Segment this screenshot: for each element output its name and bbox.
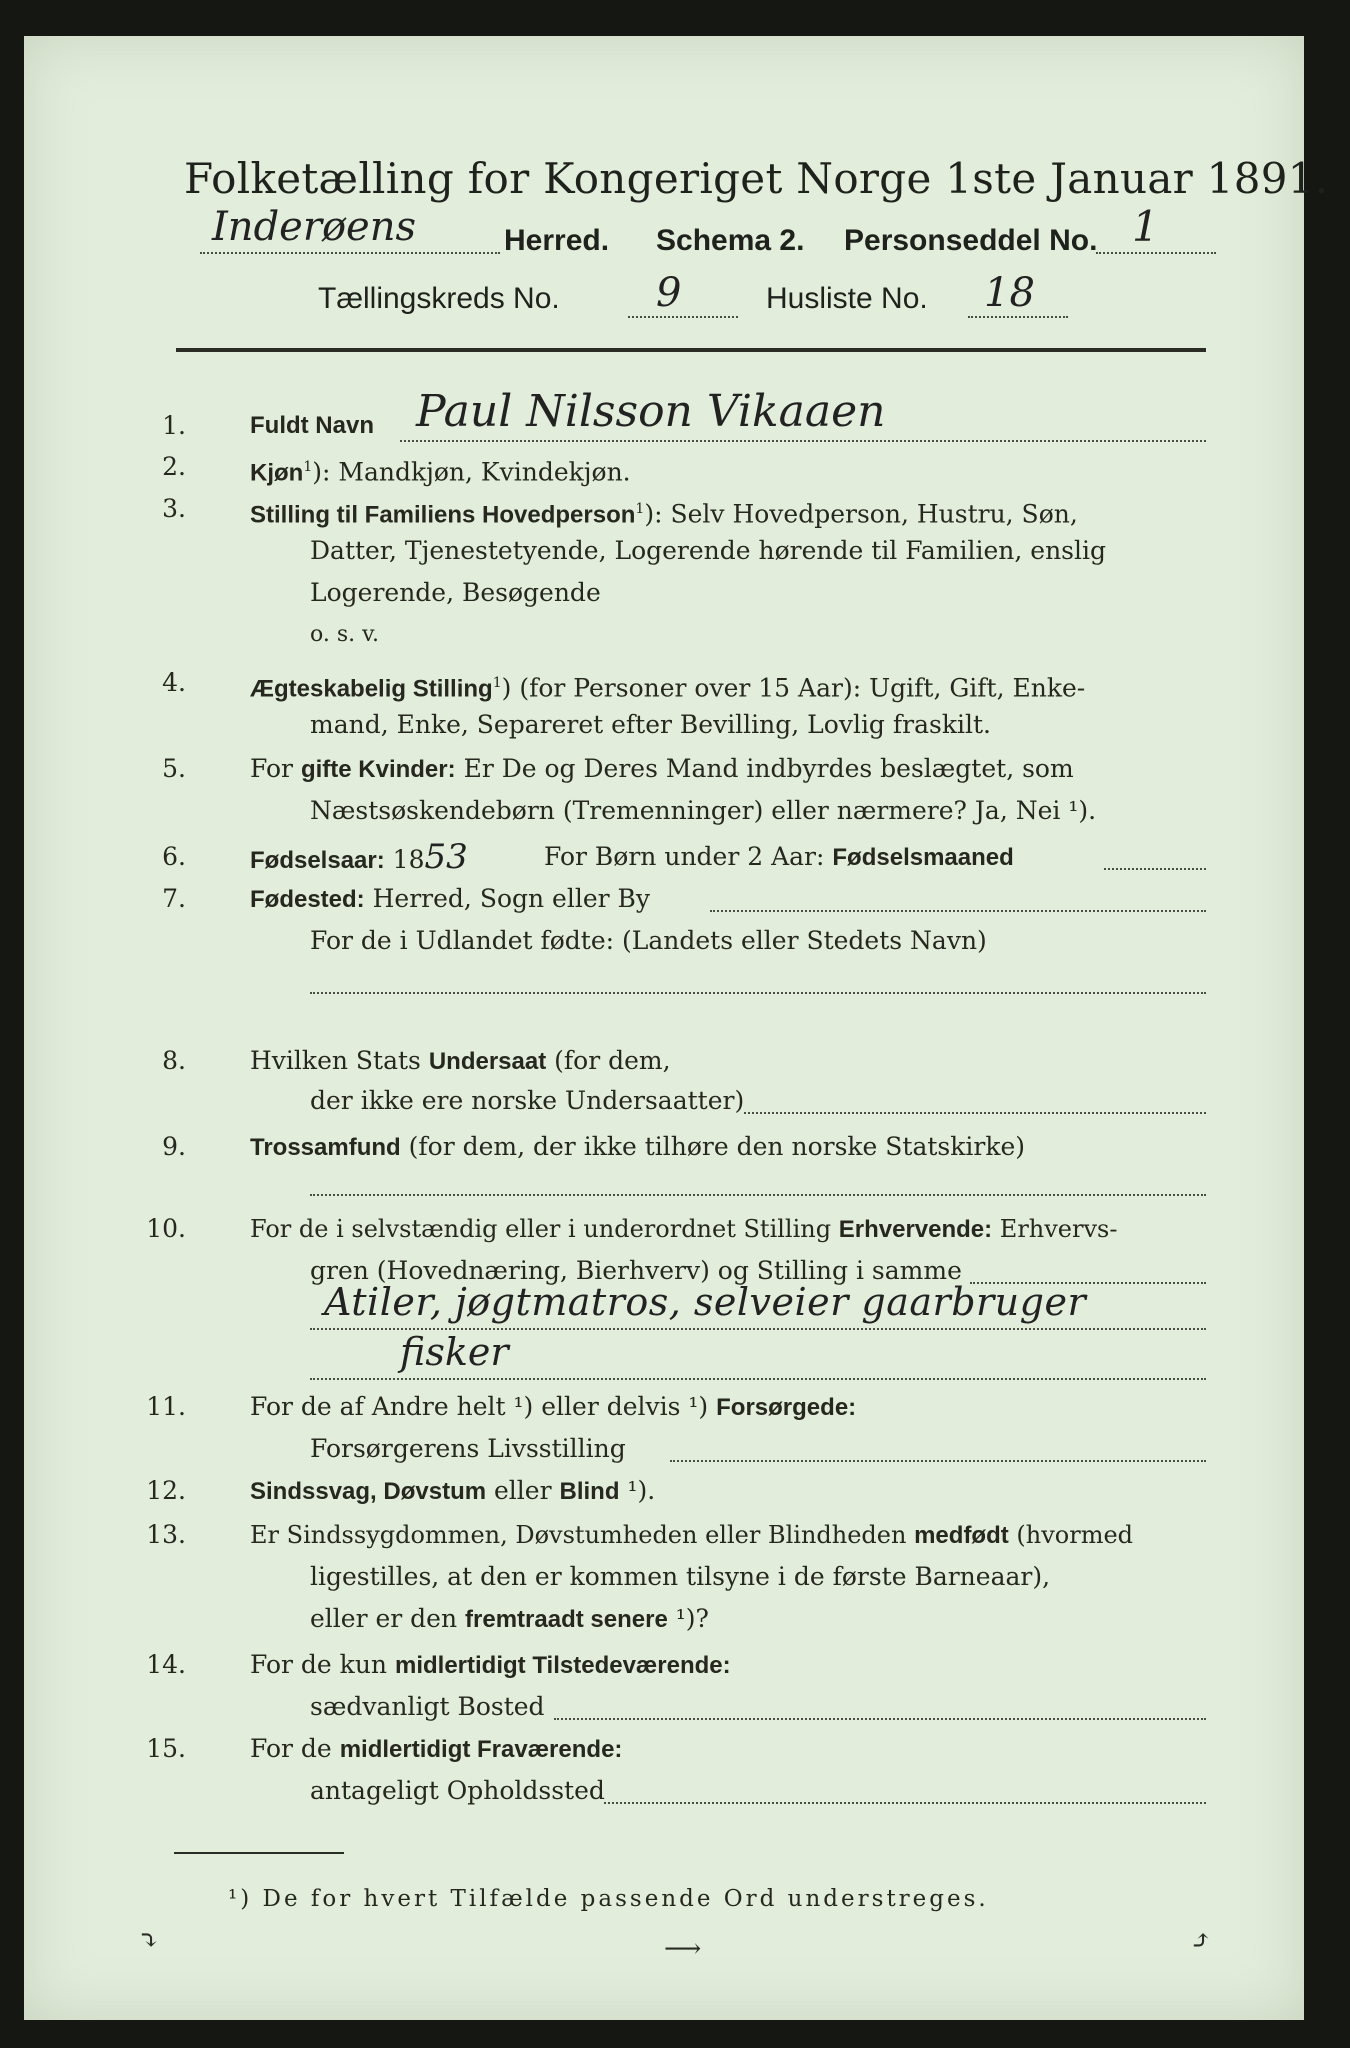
- item-pre: For de kun: [250, 1650, 388, 1679]
- name-field: [400, 386, 1206, 442]
- form-title: Folketælling for Kongeriget Norge 1ste Januar 1891.: [184, 154, 1329, 203]
- item-label: Ægteskabelig Stilling: [250, 675, 493, 703]
- item-number: 3.: [162, 494, 186, 523]
- item-row: [250, 1132, 1025, 1163]
- item-text: eller: [494, 1476, 552, 1505]
- item-label: Sindssvag, Døvstum: [250, 1478, 487, 1505]
- item-number: 4.: [162, 668, 186, 697]
- item-line: Næstsøskendebørn (Tremenninger) eller nærmere? Ja, Nei ¹).: [310, 796, 1097, 825]
- occupation-handwritten: Atiler, jøgtmatros, selveier gaarbruger: [324, 1280, 1087, 1324]
- item-row: Ægteskabelig Stilling$^1$) (for Personer over 15 Aar): Ugift, Gift, Enke-: [250, 673, 1086, 703]
- item-number: 5.: [162, 754, 186, 783]
- item-row: [250, 1734, 622, 1765]
- item-line: Datter, Tjenestetyende, Logerende hørende til Familien, enslig: [310, 536, 1107, 565]
- kreds-label: Tællingskreds No.: [318, 282, 560, 315]
- item-row: Stilling til Familiens Hovedperson$^1$): Selv Hovedperson, Hustru, Søn,: [250, 499, 1078, 529]
- item-label: Forsørgede:: [716, 1394, 857, 1421]
- item-label: Fuldt Navn: [250, 412, 374, 439]
- item-row: [250, 884, 650, 915]
- item-label: medfødt: [914, 1522, 1009, 1549]
- schema-label: Schema 2.: [656, 224, 805, 257]
- footnote-rule: [174, 1852, 344, 1854]
- item-line: eller er den: [310, 1604, 458, 1633]
- occupation-handwritten-2: fisker: [400, 1330, 509, 1374]
- item-row: [250, 1392, 856, 1423]
- item-text: 18: [392, 845, 425, 874]
- item-pre: For de af Andre helt ¹) eller delvis ¹): [250, 1392, 709, 1421]
- item-line: ligestilles, at den er kommen tilsyne i de første Barneaar),: [310, 1562, 1051, 1591]
- husliste-field: [968, 270, 1068, 318]
- item-line: mand, Enke, Separeret efter Bevilling, Lovlig fraskilt.: [310, 710, 991, 739]
- item-number: 12.: [146, 1476, 186, 1505]
- husliste-label: Husliste No.: [766, 282, 928, 315]
- item-label: midlertidigt Fraværende:: [339, 1736, 623, 1763]
- corner-mark-left: ⤵: [138, 1926, 160, 1956]
- birthyear-handwritten: 53: [424, 837, 468, 877]
- item-label: Fødselsmaaned: [832, 844, 1014, 871]
- item-text: Er De og Deres Mand indbyrdes beslægtet, som: [463, 754, 1074, 783]
- personseddel-field: [1096, 202, 1216, 254]
- herred-label: Herred.: [504, 224, 610, 257]
- footnote: ¹) De for hvert Tilfælde passende Ord understreges.: [228, 1886, 989, 1912]
- item-number: 7.: [162, 884, 186, 913]
- item-row: [310, 1604, 709, 1635]
- name-handwritten: Paul Nilsson Vikaaen: [416, 386, 886, 437]
- item-line: o. s. v.: [310, 622, 379, 647]
- item-line: For de i Udlandet fødte: (Landets eller Stedets Navn): [310, 926, 987, 955]
- item-line: Logerende, Besøgende: [310, 578, 601, 607]
- kreds-number: 9: [656, 270, 682, 316]
- item-text: ): Mandkjøn, Kvindekjøn.: [312, 457, 631, 487]
- item-label: Erhvervende:: [838, 1216, 993, 1243]
- item-row: [250, 1650, 731, 1681]
- item-row: [250, 754, 1074, 785]
- herred-field: [200, 204, 500, 254]
- item-label: Kjøn: [250, 459, 304, 487]
- item-number: 14.: [146, 1650, 186, 1679]
- item-row: [250, 1520, 1133, 1551]
- bosted-field: [554, 1716, 1206, 1720]
- item-label: Stilling til Familiens Hovedperson: [250, 501, 636, 529]
- item-row: [250, 1046, 671, 1077]
- item-label: Blind: [559, 1478, 620, 1505]
- item-number: 6.: [162, 842, 186, 871]
- herred-handwritten: Inderøens: [212, 204, 417, 250]
- item-row: [250, 1214, 1117, 1245]
- item-pre: Hvilken Stats: [250, 1046, 421, 1075]
- item-label: Undersaat: [428, 1048, 547, 1075]
- udlandet-field: [310, 990, 1206, 994]
- item-row: [250, 837, 468, 877]
- item-number: 9.: [162, 1132, 186, 1161]
- forsorger-field: [670, 1458, 1206, 1462]
- item-label: midlertidigt Tilstedeværende:: [394, 1652, 731, 1679]
- kreds-field: [628, 270, 738, 318]
- item-pre: For de: [250, 1734, 332, 1763]
- item-label: fremtraadt senere: [465, 1606, 668, 1633]
- item-row: [250, 1476, 655, 1507]
- item-pre: Er Sindssygdommen, Døvstumheden eller Blindheden: [250, 1521, 907, 1549]
- item-text: ) (for Personer over 15 Aar): Ugift, Gift, Enke-: [501, 673, 1086, 703]
- item-line: sædvanligt Bosted: [310, 1692, 545, 1721]
- item-text: Herred, Sogn eller By: [372, 884, 651, 913]
- item-text: Erhvervs-: [999, 1215, 1118, 1243]
- item-text: (for dem, der ikke tilhøre den norske Statskirke): [408, 1132, 1026, 1161]
- item-text: ): Selv Hovedperson, Hustru, Søn,: [644, 499, 1078, 529]
- undersaat-field: [744, 1110, 1206, 1114]
- opholdssted-field: [604, 1800, 1206, 1804]
- corner-mark-center: ⟶: [664, 1934, 702, 1964]
- item-text: For Børn under 2 Aar:: [544, 842, 825, 871]
- corner-mark-right: ⤴: [1190, 1926, 1212, 1956]
- item-pre: For de i selvstændig eller i underordnet Stilling: [250, 1215, 832, 1243]
- item-text: (for dem,: [554, 1046, 671, 1075]
- item-number: 13.: [146, 1520, 186, 1549]
- item-number: 15.: [146, 1734, 186, 1763]
- item-pre: For: [250, 754, 293, 783]
- census-form-sheet: [24, 36, 1329, 2020]
- trossamfund-field: [310, 1192, 1206, 1196]
- personseddel-label: Personseddel No.: [844, 224, 1098, 257]
- item-label: gifte Kvinder:: [300, 756, 456, 783]
- item-label: Trossamfund: [250, 1134, 401, 1161]
- item-line: Forsørgerens Livsstilling: [310, 1434, 626, 1463]
- item-line: antageligt Opholdssted: [310, 1776, 605, 1805]
- fodested-field: [710, 908, 1206, 912]
- item-number: 11.: [146, 1392, 186, 1421]
- item-row: Kjøn$^1$): Mandkjøn, Kvindekjøn.: [250, 457, 631, 487]
- item-text: (hvormed: [1016, 1521, 1134, 1549]
- item-text: ¹).: [627, 1476, 656, 1505]
- erhverv-answer-line-2: [310, 1330, 1206, 1380]
- item-row: [544, 842, 1014, 873]
- husliste-number: 18: [984, 270, 1035, 316]
- item-label: Fødselsaar:: [250, 847, 385, 874]
- item-number: 10.: [146, 1214, 186, 1243]
- header-rule: [176, 348, 1206, 352]
- item-number: 2.: [162, 452, 186, 481]
- item-number: 8.: [162, 1046, 186, 1075]
- personseddel-number: 1: [1132, 202, 1159, 251]
- item-line: der ikke ere norske Undersaatter): [310, 1086, 745, 1115]
- item-text: ¹)?: [675, 1604, 709, 1633]
- item-line: gren (Hovednæring, Bierhverv) og Stilling i samme: [310, 1256, 962, 1285]
- fodselsmaaned-field: [1104, 866, 1206, 870]
- item-number: 1.: [162, 411, 186, 440]
- item-label: Fødested:: [250, 886, 365, 913]
